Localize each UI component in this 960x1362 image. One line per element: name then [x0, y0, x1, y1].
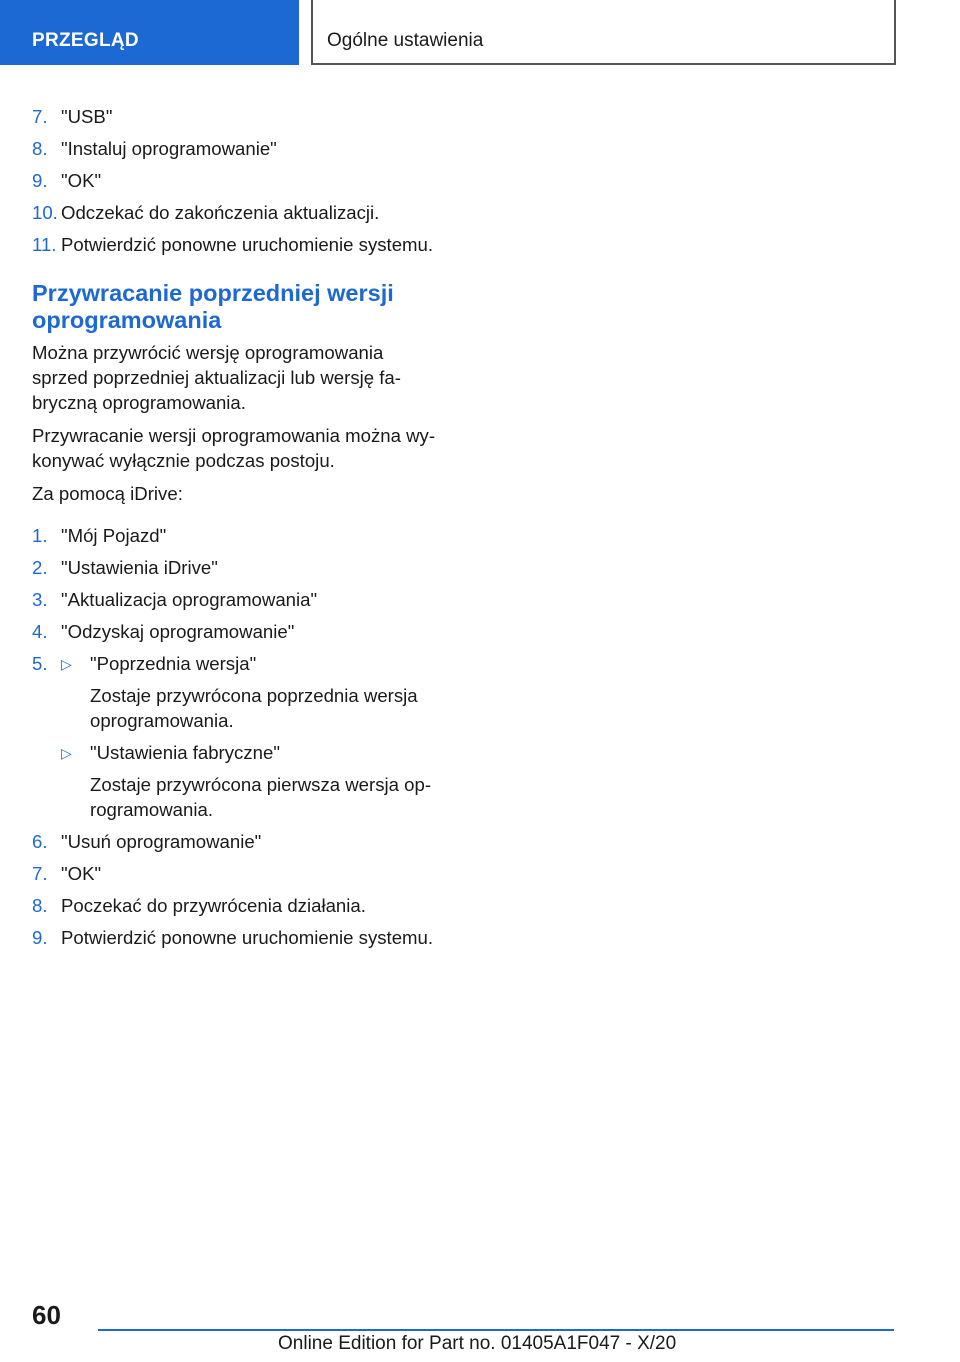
step-text: Potwierdzić ponowne uruchomienie systemu. [61, 234, 434, 255]
list-item [32, 826, 452, 858]
footer-edition: Online Edition for Part no. 01405A1F047 - X/20 [278, 1333, 677, 1354]
step-text: "OK" [61, 170, 102, 191]
step-number: 3. [32, 589, 48, 610]
step-number: 8. [32, 895, 48, 916]
page-content [32, 101, 452, 954]
step-number: 8. [32, 138, 48, 159]
header-chapter-title: Ogólne ustawienia [311, 0, 896, 65]
step-number: 7. [32, 863, 48, 884]
option-description: Zostaje przywrócona pierwsza wersja op- rogramowania. [90, 774, 432, 820]
option-label: "Poprzednia wersja" [90, 653, 257, 674]
list-item [32, 890, 452, 922]
list-item [32, 616, 452, 648]
page-number: 60 [32, 1300, 61, 1330]
step-text: "USB" [61, 106, 113, 127]
list-item [32, 133, 452, 165]
option-description: Zostaje przywrócona poprzednia wersja oprogramowania. [90, 685, 418, 731]
list-item [32, 648, 452, 680]
intro-paragraph: Można przywrócić wersję oprogramowania sprzed poprzedniej aktualizacji lub wersję fa- bryczną oprogramowania. [32, 342, 401, 413]
step-number: 6. [32, 831, 48, 852]
list-item [32, 922, 452, 954]
list-item [32, 165, 452, 197]
step-text: "Aktualizacja oprogramowania" [61, 589, 318, 610]
step-text: Potwierdzić ponowne uruchomienie systemu. [61, 927, 434, 948]
triangle-bullet-icon: ▷ [61, 656, 72, 672]
list-item [32, 229, 452, 261]
step-text: "OK" [61, 863, 102, 884]
list-item [32, 737, 452, 769]
step-number: 4. [32, 621, 48, 642]
step-number: 2. [32, 557, 48, 578]
step-number: 1. [32, 525, 48, 546]
step-number: 10. [32, 202, 58, 223]
header-section-tab: PRZEGLĄD [0, 0, 299, 65]
step-number: 5. [32, 653, 48, 674]
list-item [32, 584, 452, 616]
step-text: "Mój Pojazd" [61, 525, 167, 546]
step-text: Odczekać do zakończenia aktualizacji. [61, 202, 380, 223]
triangle-bullet-icon: ▷ [61, 745, 72, 761]
step-number: 7. [32, 106, 48, 127]
option-label: "Ustawienia fabryczne" [90, 742, 280, 763]
list-item [32, 552, 452, 584]
step-text: "Usuń oprogramowanie" [61, 831, 262, 852]
step-text: Poczekać do przywrócenia działania. [61, 895, 366, 916]
step-number: 11. [32, 234, 57, 255]
idrive-paragraph: Za pomocą iDrive: [32, 483, 183, 504]
condition-paragraph: Przywracanie wersji oprogramowania można wy- konywać wyłącznie podczas postoju. [32, 425, 436, 471]
list-item [32, 858, 452, 890]
step-text: "Odzyskaj oprogramowanie" [61, 621, 295, 642]
step-number: 9. [32, 170, 48, 191]
step-text: "Ustawienia iDrive" [61, 557, 218, 578]
step-number: 9. [32, 927, 48, 948]
list-item [32, 520, 452, 552]
list-item [32, 101, 452, 133]
list-item [32, 197, 452, 229]
step-text: "Instaluj oprogramowanie" [61, 138, 277, 159]
footer-divider [98, 1329, 894, 1331]
section-heading: Przywracanie poprzedniej wersji oprogramowania [32, 280, 394, 333]
